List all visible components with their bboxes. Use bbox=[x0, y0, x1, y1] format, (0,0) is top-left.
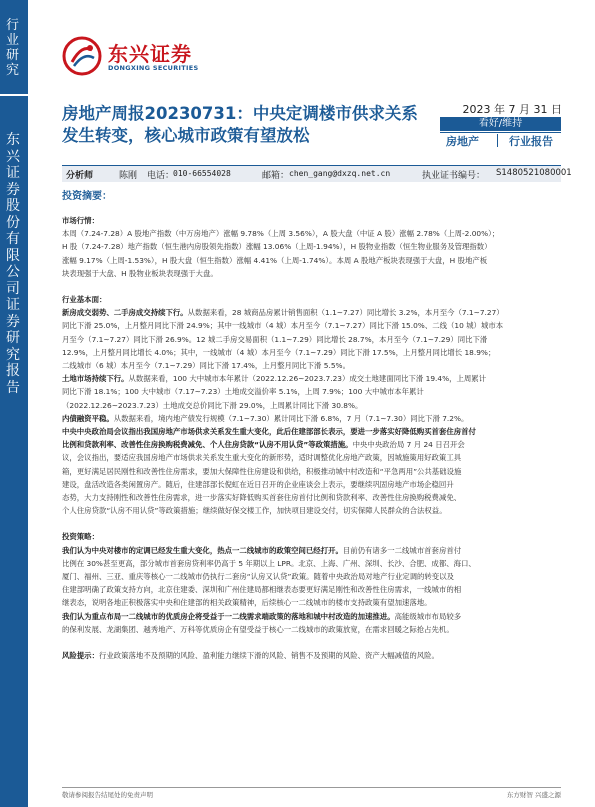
strategy-label: 投资策略： bbox=[62, 532, 99, 542]
fundamentals-line bbox=[62, 438, 561, 451]
fundamentals-line: 态势，大力支持刚性和改善性住房需求，进一步落实好降低购买首套住房首付比例和贷款利率、改善性住房换购税费减免、 bbox=[62, 493, 462, 503]
email-label: 邮箱： bbox=[262, 171, 290, 181]
market-line: 本周（7.24-7.28）A 股地产指数（中万房地产）涨幅 9.78%（上周 3.56%），A 股大盘（中证 A 股）涨幅 2.78%（上周-2.00%）； bbox=[62, 229, 500, 239]
policy-heading: 中央中央政治局会议指出我国房地产市场供求关系发生重大变化，此后住建部部长表示，要进一步落实好降低购买首套住房首付 bbox=[62, 427, 476, 437]
sidebar-section-tab bbox=[0, 0, 28, 94]
fundamentals-line: 12.9%，上月整月同比增长 4.0%；其中，一线城市（4 城）本月至今（7.1~7.29）同比下滑 17.5%，上月整月同比增长 18.9%； bbox=[62, 347, 496, 357]
risk-text: 行业政策落地不及预期的风险、盈利能力继续下滑的风险、销售不及预期的风险、资产大幅减值的风险。 bbox=[98, 651, 439, 661]
sidebar-company-label: 东兴证券股份有限公司证券研究报告 bbox=[6, 132, 20, 396]
spacer bbox=[62, 517, 561, 530]
fundamentals-text: 从数据来看，100 大中城市本年累计（2022.12.26~2023.7.23）成交土地建面同比下滑 19.4%，上周累计 bbox=[128, 374, 487, 384]
spacer bbox=[62, 636, 561, 649]
analyst-info-row bbox=[62, 166, 572, 182]
strategy-text: 高能级城市布局较多 bbox=[394, 611, 462, 621]
strategy-text: 目前仍有诸多一二线城市首套房首付 bbox=[342, 545, 462, 555]
sidebar-section-label: 行业研究 bbox=[6, 18, 20, 78]
spacer bbox=[62, 280, 561, 293]
fundamentals-text: 中央中央政治局 7 月 24 日召开会 bbox=[352, 440, 465, 450]
risk-label: 风险提示： bbox=[62, 651, 99, 661]
sidebar-company-tab bbox=[0, 96, 28, 807]
footer-slogan: 东方财智 兴盛之源 bbox=[506, 791, 561, 799]
policy-heading-cont: 比例和贷款利率、改善性住房换购税费减免、个人住房贷款“认房不用认贷”等政策措施。 bbox=[62, 440, 353, 450]
summary-heading: 投资摘要： bbox=[62, 191, 112, 202]
footer-divider bbox=[62, 787, 561, 788]
market-label: 市场行情： bbox=[62, 216, 99, 225]
strategy-line: 厦门、福州、三亚、重庆等核心一二线城市仍执行二套房“认房又认贷”政策。随着中央政治局对地产行业定调的转变以及 bbox=[62, 572, 454, 582]
strategy-line: 比例在 30%甚至更高，部分城市首套房贷利率仍高于 5 年期以上 LPR。北京、上海、广州、深圳、长沙、合肥、成都、海口、 bbox=[62, 558, 476, 568]
fundamentals-line: 议，会议指出，要适应我国房地产市场供求关系发生重大变化的新形势，适时调整优化房地产政策，因城施策用好政策工具 bbox=[62, 453, 462, 463]
market-line: 块表现强于大盘、H 股物业板块表现强于大盘。 bbox=[62, 268, 218, 278]
cert-number: S1480521080001 bbox=[496, 168, 572, 178]
logo-chinese-text: 东兴证券 bbox=[108, 42, 192, 66]
market-line: H 股（7.24-7.28）地产指数（恒生港内房股领先指数）涨幅 13.06%（上周-1.94%），H 股物业指数（恒生物业服务及管理指数） bbox=[62, 242, 492, 252]
report-date: 2023 年 7 月 31 日 bbox=[462, 103, 562, 116]
strategy-line: 的保利发展、龙湖集团、越秀地产、万科等优质房企有望受益于核心一二线城市的政策放宽，在需求回暖之际抢占先机。 bbox=[62, 624, 454, 634]
fundamentals-line: 个人住房贷款“认房不用认贷”等政策措施；继续做好保交楼工作，加快项目建设交付，切实保障人民群众的合法权益。 bbox=[62, 506, 447, 516]
land-market-heading: 土地市场持续下行。 bbox=[62, 374, 129, 384]
strategy-line: 住建部明确了政策支持方向，北京住建委、深圳和广州住建局都相继表态要更好满足刚性和改善性住房需求，一线城市的相 bbox=[62, 585, 462, 595]
analyst-email[interactable]: chen_gang@dxzq.net.cn bbox=[289, 169, 391, 178]
logo-english-text: DONGXING SECURITIES bbox=[108, 64, 199, 72]
fundamentals-text: 从数据来看，境内地产债发行规模（7.1~7.30）累计同比下滑 6.8%，7 月（7.1~7.30）同比下滑 7.2%。 bbox=[113, 413, 469, 423]
cert-label: 执业证书编号： bbox=[422, 171, 486, 181]
fundamentals-line: （2022.12.26~2023.7.23）土地成交总价同比下滑 29.0%，上周累计同比下滑 30.8%。 bbox=[62, 400, 363, 410]
report-type-tag: 行业报告 bbox=[509, 135, 553, 148]
report-title: 房地产周报20230731：中央定调楼市供求关系发生转变，核心城市政策有望放松 bbox=[62, 104, 418, 145]
logo-mark-icon bbox=[62, 36, 102, 76]
fundamentals-text: 从数据来看，28 城商品房累计销售面积（1.1~7.27）同比增长 3.2%，本月至今（7.1~7.27） bbox=[187, 308, 504, 318]
analyst-phone: 010-66554028 bbox=[173, 169, 231, 178]
fundamentals-line: 同比下滑 25.0%，上月整月同比下滑 24.9%；其中一线城市（4 城）本月至今（7.1~7.27）同比下滑 15.0%、二线（10 城）城市本 bbox=[62, 321, 504, 331]
analyst-name: 陈刚 bbox=[119, 171, 138, 181]
fundamentals-line bbox=[62, 372, 561, 385]
rating-badge: 看好/维持 bbox=[440, 117, 561, 131]
fundamentals-line: 同比下滑 18.1%；100 大中城市（7.17~7.23）土地成交溢价率 5.1%，上周 7.9%；100 大中城市本年累计 bbox=[62, 387, 424, 397]
report-body bbox=[62, 190, 561, 662]
fundamentals-line: 建设，盘活改造各类闲置房产。随后，住建部部长倪虹在近日召开的企业座谈会上表示，要继续巩固房地产市场企稳回升 bbox=[62, 479, 454, 489]
fundamentals-line bbox=[62, 412, 561, 425]
strategy-line bbox=[62, 544, 561, 557]
strategy-line bbox=[62, 610, 561, 623]
fundamentals-line: 月至今（7.1~7.27）同比下滑 26.9%。12 城二手房交易面积（1.1~7.29）同比增长 28.7%，本月至今（7.1~7.29）同比下滑 bbox=[62, 334, 488, 344]
strategy-key-point: 我们认为重点布局一二线城市的优质房企将受益于一二线需求端政策的落地和城中村改造的加速推进。 bbox=[62, 611, 395, 621]
fundamentals-label: 行业基本面： bbox=[62, 295, 107, 305]
company-logo bbox=[62, 36, 222, 78]
fundamentals-line: 箱，更好满足居民刚性和改善性住房需求，要加大保障性住房建设和供给，积极推动城中村改造和“平急两用”公共基础设施 bbox=[62, 466, 462, 476]
strategy-key-point: 我们认为中央对楼市的定调已经发生重大变化，热点一二线城市的政策空间已经打开。 bbox=[62, 545, 343, 555]
fundamentals-line: 二线城市（6 城）本月至今（7.1~7.29）同比下滑 17.4%，上月整月同比下滑 5.5%。 bbox=[62, 361, 350, 371]
analyst-label: 分析师 bbox=[66, 171, 94, 181]
industry-tag: 房地产 bbox=[446, 135, 479, 148]
phone-label: 电话： bbox=[147, 171, 175, 181]
financing-heading: 内债融资平稳。 bbox=[62, 413, 114, 423]
tag-separator bbox=[497, 134, 498, 147]
footer-disclaimer: 敬请参阅报告结尾处的免责声明 bbox=[62, 791, 153, 799]
market-line: 涨幅 9.17%（上周-1.53%），H 股大盘（恒生指数）涨幅 4.41%（上周-1.74%）。本周 A 股地产板块表现强于大盘，H 股地产板 bbox=[62, 255, 488, 265]
fundamentals-line bbox=[62, 306, 561, 319]
new-home-heading: 新房成交弱势、二手房成交持续下行。 bbox=[62, 308, 188, 318]
strategy-line: 继表态，说明各地正积极落实中央和住建部的相关政策精神，后续核心一二线城市的楼市支持政策有望加速落地。 bbox=[62, 598, 432, 608]
risk-line bbox=[62, 649, 561, 662]
